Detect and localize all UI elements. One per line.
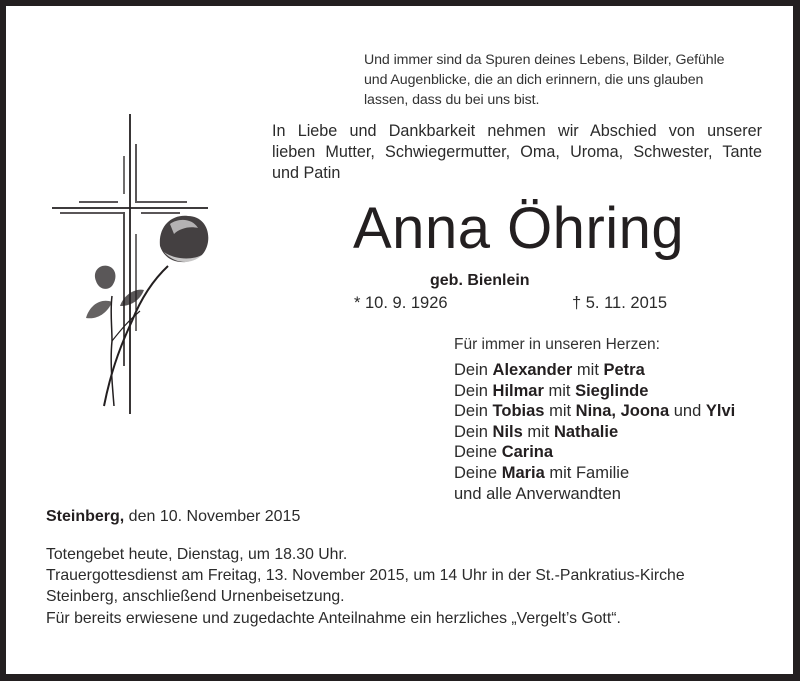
mourner-row [454, 463, 735, 484]
mourner-connector: mit Familie [544, 463, 630, 482]
place-date [46, 508, 300, 526]
notice-date: den 10. November 2015 [124, 508, 301, 525]
urn-burial: Steinberg, anschließend Urnenbeisetzung. [46, 588, 345, 605]
intro-line: In Liebe und Dankbarkeit nehmen wir Abschied von unserer [272, 122, 762, 140]
service-details [46, 544, 685, 607]
mourner-name: Maria [501, 463, 545, 482]
mourner-connector: und [669, 402, 706, 421]
mourner-connector: mit [544, 402, 576, 421]
mourner-name: Carina [501, 443, 554, 462]
mourner-row [454, 381, 735, 402]
prayer-service: Totengebet heute, Dienstag, um 18.30 Uhr. [46, 546, 348, 563]
obituary-notice [6, 6, 793, 674]
mourner-name: Tobias [492, 402, 545, 421]
mourner-prefix: Deine [454, 443, 502, 462]
mourner-connector: mit [543, 381, 576, 400]
mourner-partner-name: Petra [603, 361, 645, 379]
funeral-service: Trauergottesdienst am Freitag, 13. November 2015, um 14 Uhr in der St.-Pankratius-Kirche [46, 567, 685, 584]
motto-line: und Augenblicke, die an dich erinnern, die uns glauben [364, 72, 704, 88]
intro-line: und Patin [272, 164, 341, 182]
intro-text [272, 121, 762, 184]
mourner-partner-name: Nathalie [553, 422, 619, 441]
birth-date: * 10. 9. 1926 [354, 294, 448, 312]
mourners-heading: Für immer in unseren Herzen: [454, 336, 660, 353]
intro-line: lieben Mutter, Schwiegermutter, Oma, Uroma, Schwester, Tante [272, 143, 762, 161]
mourner-relatives: und alle Anverwandten [454, 484, 621, 503]
mourner-row [454, 442, 735, 463]
maiden-name: geb. Bienlein [430, 272, 530, 289]
death-date: † 5. 11. 2015 [572, 294, 668, 312]
mourner-row [454, 401, 735, 422]
mourner-partner-name: Sieglinde [575, 381, 649, 400]
mourner-prefix: Dein [454, 381, 493, 400]
mourner-prefix: Dein [454, 422, 493, 441]
mourner-child-name: Ylvi [705, 402, 736, 421]
mourner-row [454, 360, 735, 381]
mourner-prefix: Dein [454, 361, 493, 379]
mourner-row [454, 422, 735, 443]
motto-line: Und immer sind da Spuren deines Lebens, Bilder, Gefühle [364, 52, 725, 68]
motto-verse [364, 50, 724, 110]
mourner-name: Hilmar [492, 381, 544, 400]
mourner-partner-name: Nina, Joona [575, 402, 670, 421]
motto-line: lassen, dass du bei uns bist. [364, 92, 540, 108]
mourner-row [454, 484, 735, 505]
mourner-name: Alexander [492, 361, 573, 379]
mourner-connector: mit [522, 422, 554, 441]
thanks-note: Für bereits erwiesene und zugedachte Anteilnahme ein herzliches „Vergelt’s Gott“. [46, 610, 621, 627]
cross-with-rose-icon [40, 106, 220, 426]
mourners-list [454, 360, 735, 504]
deceased-name: Anna Öhring [353, 196, 685, 261]
place-name: Steinberg, [46, 508, 125, 525]
mourner-prefix: Deine [454, 463, 502, 482]
mourner-prefix: Dein [454, 402, 493, 421]
mourner-name: Nils [492, 422, 523, 441]
mourner-connector: mit [572, 361, 604, 379]
